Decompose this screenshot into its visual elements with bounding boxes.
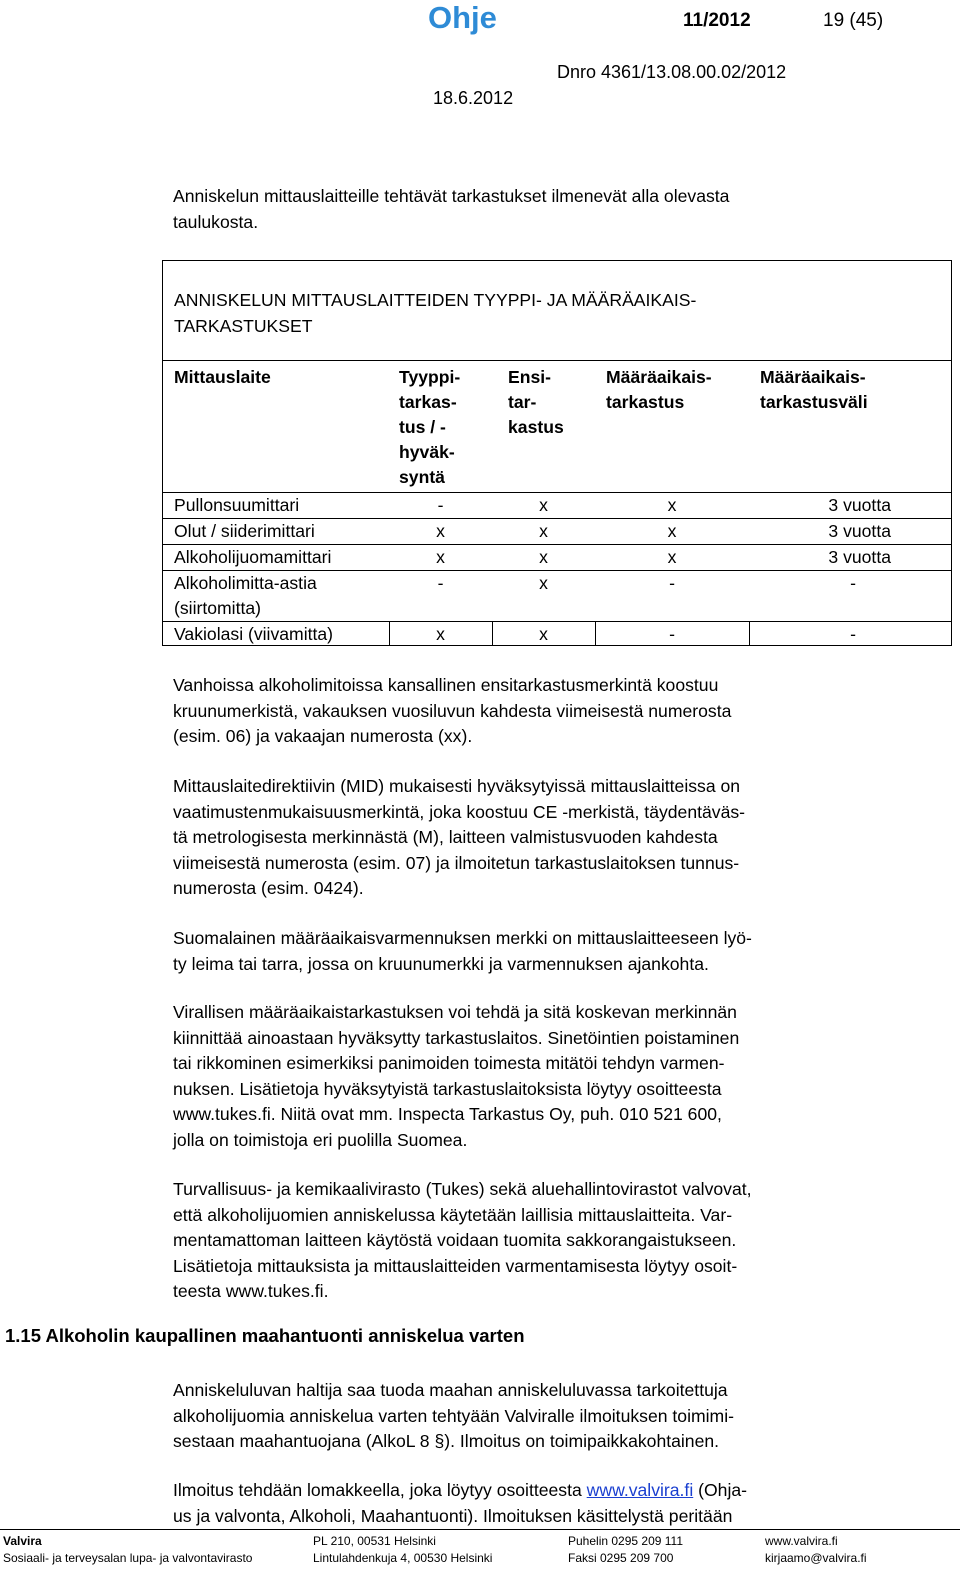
record-number: Dnro 4361/13.08.00.02/2012 <box>557 62 787 82</box>
section-heading: 1.15 Alkoholin kaupallinen maahantuonti anniskelua varten <box>5 1325 525 1346</box>
cell-periodic: x <box>667 495 677 515</box>
header-line: tarkas- <box>399 392 457 412</box>
footer-street: Lintulahdenkuja 4, 00530 Helsinki <box>313 1551 493 1565</box>
cell-initial: x <box>539 521 548 541</box>
cell-device: Pullonsuumittari <box>174 495 300 515</box>
issue-number: 11/2012 <box>683 10 751 31</box>
text-line: Vanhoissa alkoholimitoissa kansallinen ensitarkastusmerkintä koostuu <box>173 675 719 695</box>
footer-fax: Faksi 0295 209 700 <box>568 1551 674 1565</box>
header-line: kastus <box>508 417 564 437</box>
footer-phone: Puhelin 0295 209 111 <box>568 1534 683 1548</box>
cell-device-continued: (siirtomitta) <box>174 598 261 618</box>
header-type-approval <box>399 365 460 490</box>
text-line: Anniskelun mittauslaitteille tehtävät tarkastukset ilmenevät alla olevasta <box>173 186 730 206</box>
document-date: 18.6.2012 <box>433 88 514 108</box>
table-title <box>174 288 696 339</box>
footer-divider <box>0 1529 960 1530</box>
text-line: vaatimustenmukaisuusmerkintä, joka koostuu CE -merkistä, täydentäväs- <box>173 801 746 822</box>
paragraph-verification-mark <box>173 926 913 977</box>
text-line: us ja valvonta, Alkoholi, Maahantuonti). Ilmoituksen käsittelystä peritään <box>173 1505 733 1526</box>
paragraph-import-notice <box>173 1378 913 1455</box>
paragraph-mid-marking <box>173 774 913 902</box>
cell-device: Vakiolasi (viivamitta) <box>174 624 334 644</box>
cell-device: Olut / siiderimittari <box>174 521 315 541</box>
text-line: jolla on toimistoja eri puolilla Suomea. <box>173 1129 468 1150</box>
footer-org: Valvira <box>3 1534 42 1548</box>
cell-periodic: - <box>669 624 675 644</box>
text-line: että alkoholijuomien anniskelussa käytetään laillisia mittauslaitteita. Var- <box>173 1204 733 1225</box>
text-line: numerosta (esim. 0424). <box>173 878 364 898</box>
footer-email: kirjaamo@valvira.fi <box>765 1551 867 1565</box>
table-divider <box>749 621 750 646</box>
paragraph-form-info <box>173 1478 913 1529</box>
header-line: tus / - <box>399 417 446 437</box>
cell-interval: 3 vuotta <box>828 495 891 515</box>
cell-type: x <box>436 624 445 644</box>
text-line: mentamattoman laitteen käytöstä voidaan tuomita sakkorangaistukseen. <box>173 1230 737 1250</box>
cell-initial: x <box>539 547 548 567</box>
text-line: Virallisen määräaikaistarkastuksen voi tehdä ja sitä koskevan merkinnän <box>173 1002 737 1022</box>
header-line: Mittauslaite <box>174 367 271 387</box>
text-line: kruunumerkistä, vakauksen vuosiluvun kahdesta viimeisestä numerosta <box>173 700 732 721</box>
header-line: Tyyppi- <box>399 367 461 387</box>
page-number: 19 (45) <box>823 10 884 31</box>
header-periodic-inspection <box>606 365 712 415</box>
text-line: nuksen. Lisätietoja hyväksytyistä tarkastuslaitoksista löytyy osoitteesta <box>173 1078 722 1099</box>
text-line <box>173 1478 913 1504</box>
inspection-table <box>162 260 952 646</box>
table-title-line: ANNISKELUN MITTAUSLAITTEIDEN TYYPPI- JA MÄÄRÄAIKAIS- <box>174 290 697 310</box>
header-line: tar- <box>508 392 537 412</box>
text-line: Turvallisuus- ja kemikaalivirasto (Tukes) sekä aluehallintovirastot valvovat, <box>173 1179 752 1199</box>
cell-type: x <box>436 547 445 567</box>
cell-type: - <box>437 573 444 593</box>
cell-type: x <box>436 521 445 541</box>
text-line: (esim. 06) ja vakaajan numerosta (xx). <box>173 726 473 746</box>
header-line: hyväk- <box>399 442 455 462</box>
footer-web: www.valvira.fi <box>765 1534 838 1548</box>
header-line: syntä <box>399 467 445 487</box>
cell-periodic: x <box>667 521 677 541</box>
text-line: tä metrologisesta merkinnästä (M), laitteen valmistusvuoden kahdesta <box>173 827 718 847</box>
cell-interval: 3 vuotta <box>828 521 891 541</box>
header-inspection-interval <box>760 365 868 415</box>
cell-initial: x <box>539 624 548 644</box>
text-line: viimeisestä numerosta (esim. 07) ja ilmoitetun tarkastuslaitoksen tunnus- <box>173 852 740 873</box>
footer-org-full: Sosiaali- ja terveysalan lupa- ja valvontavirasto <box>3 1551 253 1565</box>
text-line: Suomalainen määräaikaisvarmennuksen merkki on mittauslaitteeseen lyö- <box>173 928 752 948</box>
text-line: taulukosta. <box>173 211 259 232</box>
table-divider <box>163 360 951 361</box>
text-line: kiinnittää ainoastaan hyväksytty tarkastuslaitos. Sinetöintien poistaminen <box>173 1027 740 1048</box>
text-segment: Ilmoitus tehdään lomakkeella, joka löytyy osoitteesta <box>173 1480 587 1500</box>
text-line: tai rikkominen esimerkiksi panimoiden toimesta mitätöi tehdyn varmen- <box>173 1053 725 1073</box>
header-line: Määräaikais- <box>760 367 866 387</box>
cell-interval: 3 vuotta <box>828 547 891 567</box>
document-type-title: Ohje <box>428 0 497 35</box>
text-line: teesta www.tukes.fi. <box>173 1281 329 1301</box>
text-line: Lisätietoja mittauksista ja mittauslaitteiden varmentamisesta löytyy osoit- <box>173 1255 738 1276</box>
cell-periodic: x <box>667 547 677 567</box>
header-line: Ensi- <box>508 367 552 387</box>
header-line: tarkastus <box>606 392 685 412</box>
text-line: alkoholijuomia anniskelua varten tehtyään Valviralle ilmoituksen toimimi- <box>173 1405 734 1426</box>
cell-device: Alkoholijuomamittari <box>174 547 332 567</box>
header-line: Määräaikais- <box>606 367 712 387</box>
cell-initial: x <box>539 573 548 593</box>
cell-interval: - <box>850 624 856 644</box>
header-device <box>174 365 271 390</box>
text-line: sestaan maahantuojana (AlkoL 8 §). Ilmoitus on toimipaikkakohtainen. <box>173 1431 720 1451</box>
paragraph-initial-marking <box>173 673 913 750</box>
cell-device: Alkoholimitta-astia <box>174 573 317 593</box>
header-initial-inspection <box>508 365 564 440</box>
text-line: www.tukes.fi. Niitä ovat mm. Inspecta Tarkastus Oy, puh. 010 521 600, <box>173 1104 722 1124</box>
text-segment: (Ohja- <box>693 1480 748 1500</box>
text-line: Anniskeluluvan haltija saa tuoda maahan anniskeluluvassa tarkoitettuja <box>173 1380 728 1400</box>
cell-interval: - <box>850 573 856 593</box>
text-line: ty leima tai tarra, jossa on kruunumerkki ja varmennuksen ajankohta. <box>173 953 709 974</box>
header-line: tarkastusväli <box>760 392 868 412</box>
table-title-line: TARKASTUKSET <box>174 315 313 336</box>
cell-type: - <box>437 495 444 515</box>
intro-paragraph <box>173 184 913 235</box>
text-line: Mittauslaitedirektiivin (MID) mukaisesti hyväksytyissä mittauslaitteissa on <box>173 776 741 796</box>
paragraph-official-inspection <box>173 1000 913 1153</box>
paragraph-supervision <box>173 1177 913 1305</box>
valvira-link[interactable]: www.valvira.fi <box>586 1480 694 1500</box>
footer-po-box: PL 210, 00531 Helsinki <box>313 1534 436 1548</box>
cell-periodic: - <box>669 573 675 593</box>
cell-initial: x <box>539 495 548 515</box>
